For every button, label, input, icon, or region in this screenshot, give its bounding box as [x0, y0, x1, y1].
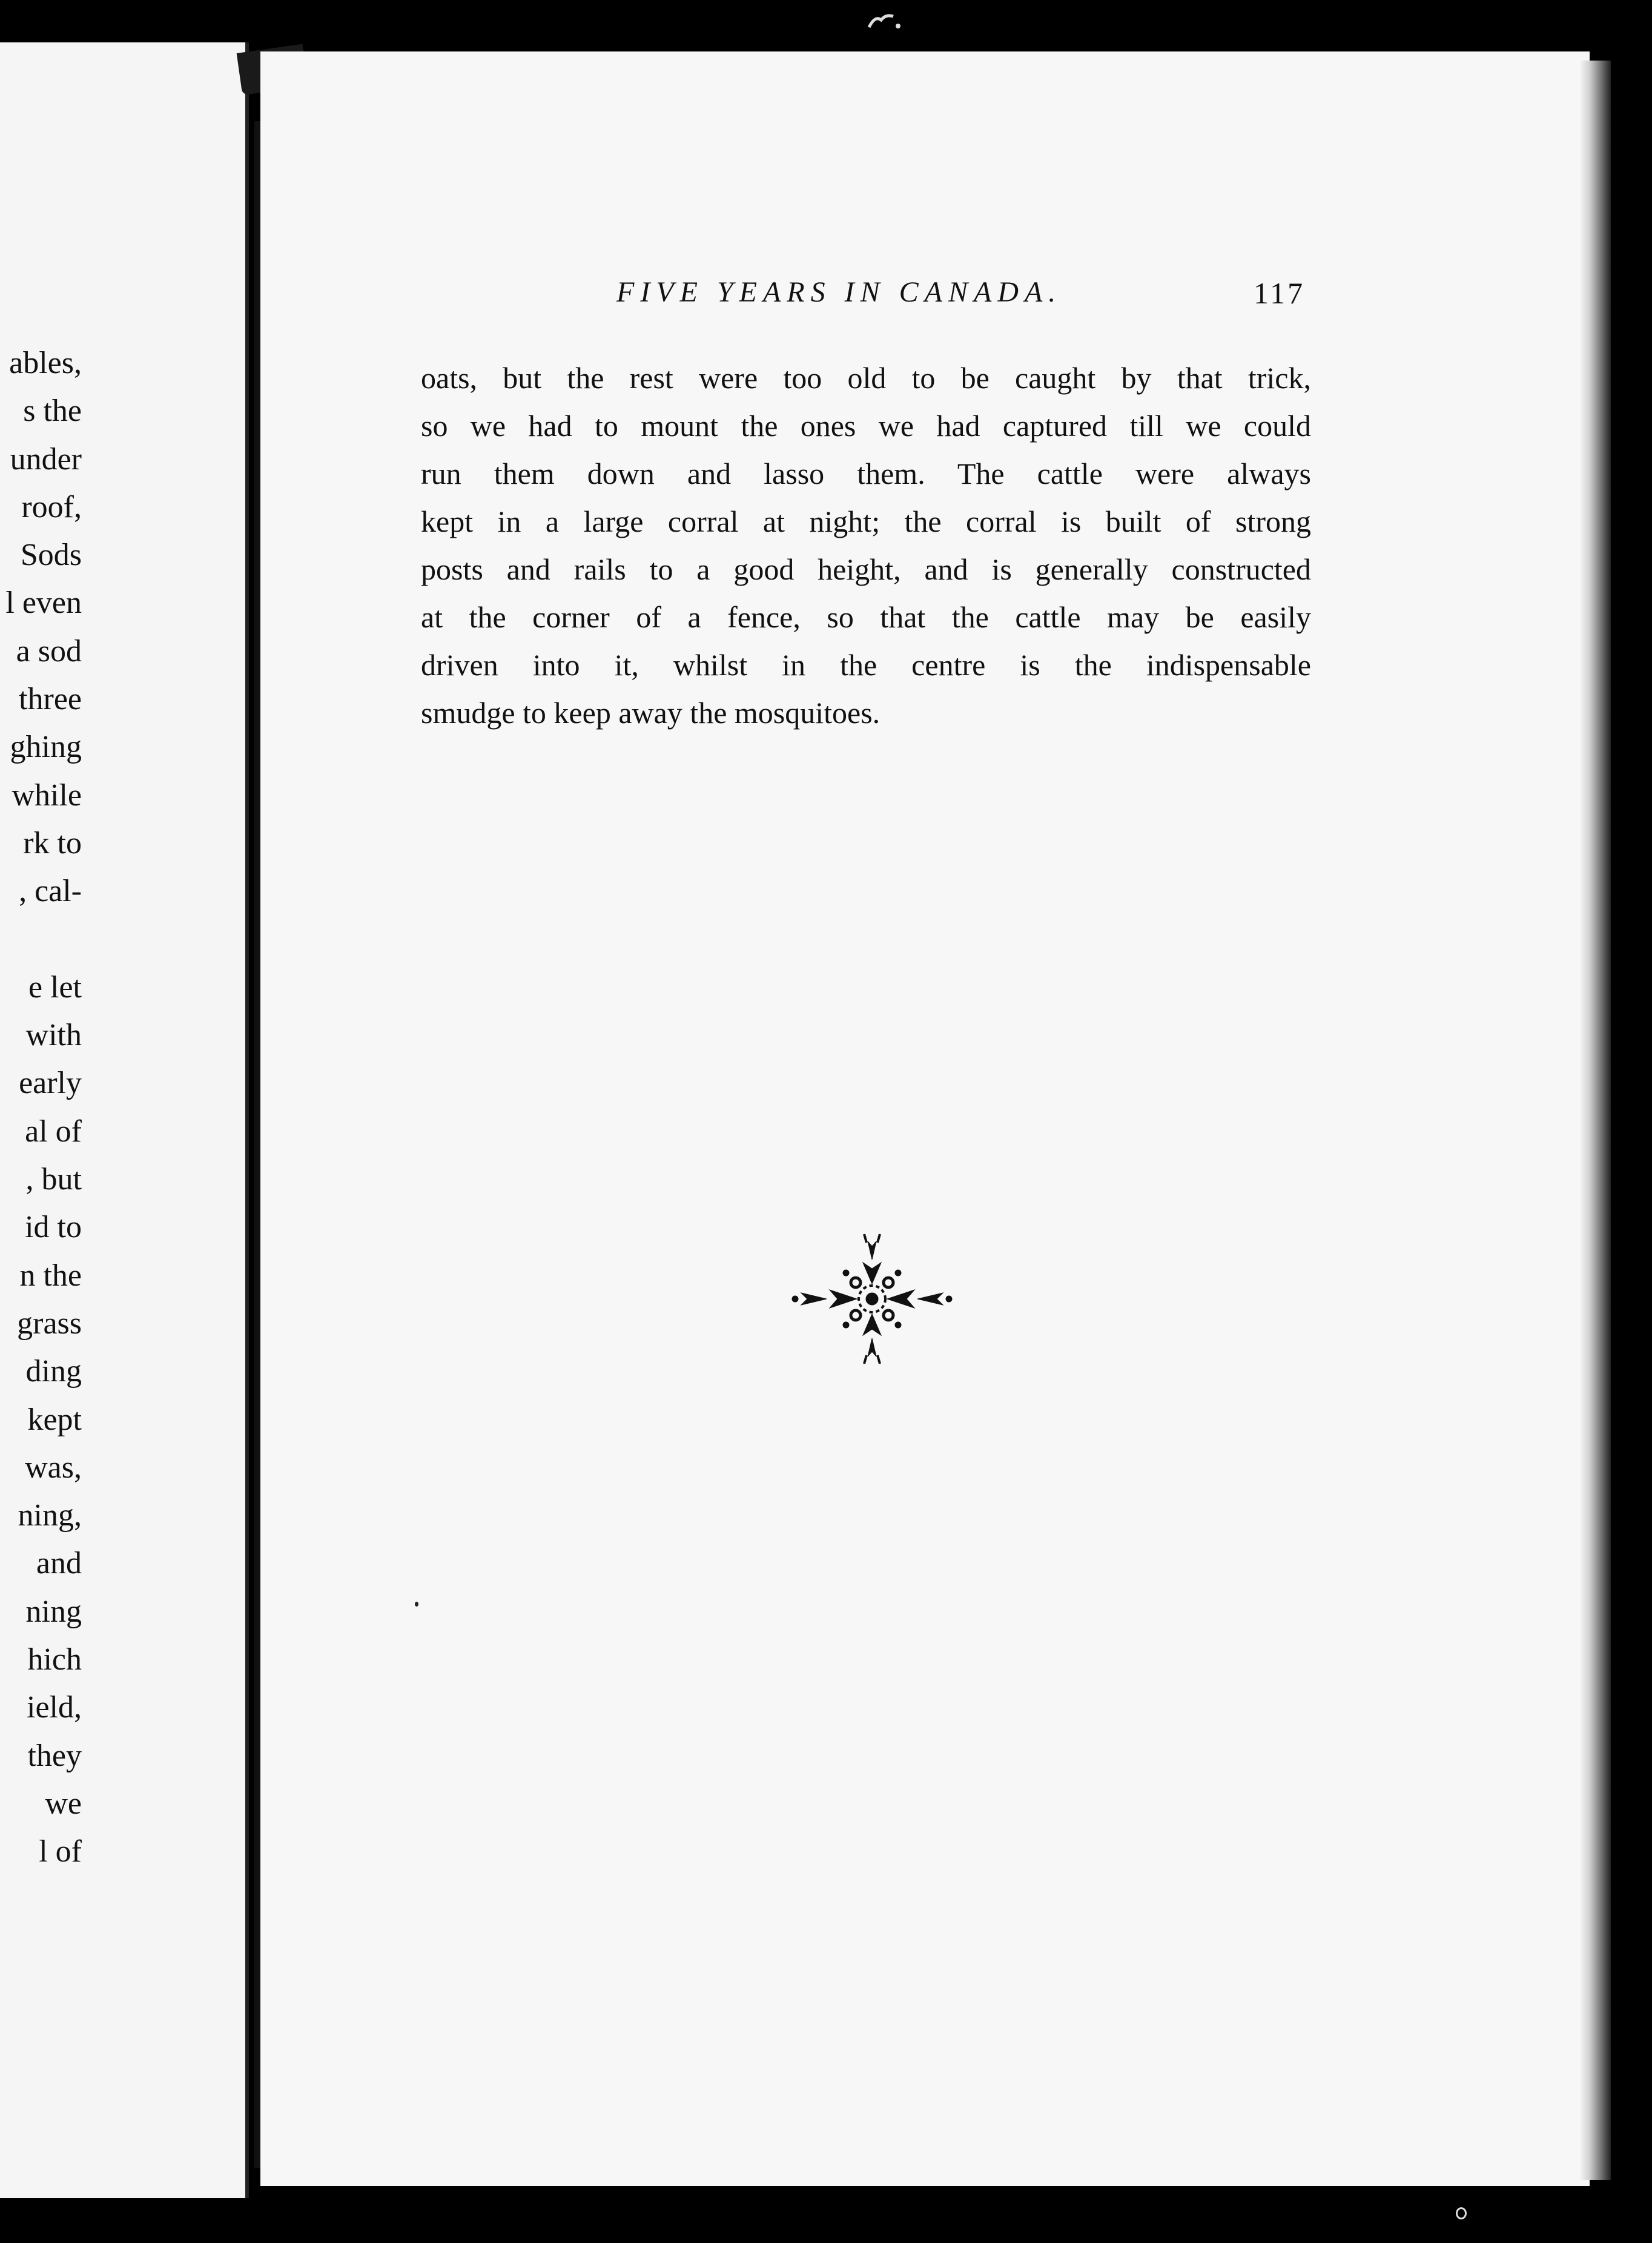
left-page-fragment: and [36, 1546, 82, 1581]
left-page-fragment: l of [39, 1834, 82, 1869]
left-page-text-fragments [0, 339, 82, 1876]
left-page-fragment: with [25, 1018, 82, 1053]
binding-gutter-line [254, 121, 260, 2168]
text-line: so we had to mount the ones we had captured till we could [421, 409, 1311, 443]
running-head: FIVE YEARS IN CANADA. [616, 276, 1062, 308]
text-line: oats, but the rest were too old to be caught by that trick, [421, 361, 1311, 395]
left-page-fragment: id to [25, 1210, 82, 1245]
left-page-fragment: grass [17, 1306, 82, 1341]
body-paragraph [421, 354, 1311, 737]
left-page-fragment: al of [25, 1114, 82, 1149]
text-line: run them down and lasso them. The cattle were always [421, 457, 1311, 491]
left-page-fragment: ables, [9, 346, 82, 380]
left-page-fragment: ghing [10, 730, 82, 765]
left-page-fragment: ning [25, 1594, 82, 1629]
left-page-fragment: early [19, 1066, 82, 1101]
left-page-fragment: s the [23, 394, 82, 429]
left-page-fragment: roof, [21, 489, 82, 524]
text-line: kept in a large corral at night; the corral is built of strong [421, 504, 1311, 538]
left-page-gap [0, 916, 82, 963]
text-line: driven into it, whilst in the centre is the indispensable [421, 648, 1311, 682]
scan-artifact-mark [863, 9, 905, 33]
left-page-fragment: n the [19, 1258, 82, 1293]
left-page-fragment: hich [27, 1642, 82, 1677]
left-page-fragment: they [27, 1738, 82, 1773]
stray-ink-dot [415, 1602, 418, 1607]
fleuron-ornament-icon [790, 1229, 954, 1369]
left-page-fragment: a sod [16, 633, 82, 669]
left-page-fragment: we [45, 1786, 82, 1821]
left-page-fragment: , but [25, 1162, 82, 1197]
text-line: posts and rails to a good height, and is generally constructed [421, 552, 1311, 586]
left-page-fragment: while [12, 778, 82, 813]
left-page-fragment: under [10, 441, 82, 477]
left-page [0, 42, 249, 2198]
page-number: 117 [1254, 276, 1306, 310]
text-line: at the corner of a fence, so that the cattle may be easily [421, 600, 1311, 634]
left-page-fragment: three [19, 682, 82, 717]
page-edge-shadow [1581, 61, 1611, 2180]
left-page-fragment: e let [28, 970, 82, 1005]
left-page-fragment: ield, [27, 1690, 82, 1725]
left-page-fragment: ning, [18, 1498, 82, 1533]
left-page-fragment: kept [27, 1402, 82, 1437]
text-line: smudge to keep away the mosquitoes. [421, 696, 881, 730]
left-page-fragment: was, [25, 1450, 82, 1485]
left-page-fragment: , cal- [19, 874, 82, 909]
left-page-fragment: ding [25, 1354, 82, 1389]
left-page-fragment: Sods [20, 538, 82, 573]
left-page-fragment: l even [5, 586, 82, 621]
left-page-fragment: rk to [23, 825, 82, 861]
scan-corner-mark [1456, 2207, 1467, 2219]
